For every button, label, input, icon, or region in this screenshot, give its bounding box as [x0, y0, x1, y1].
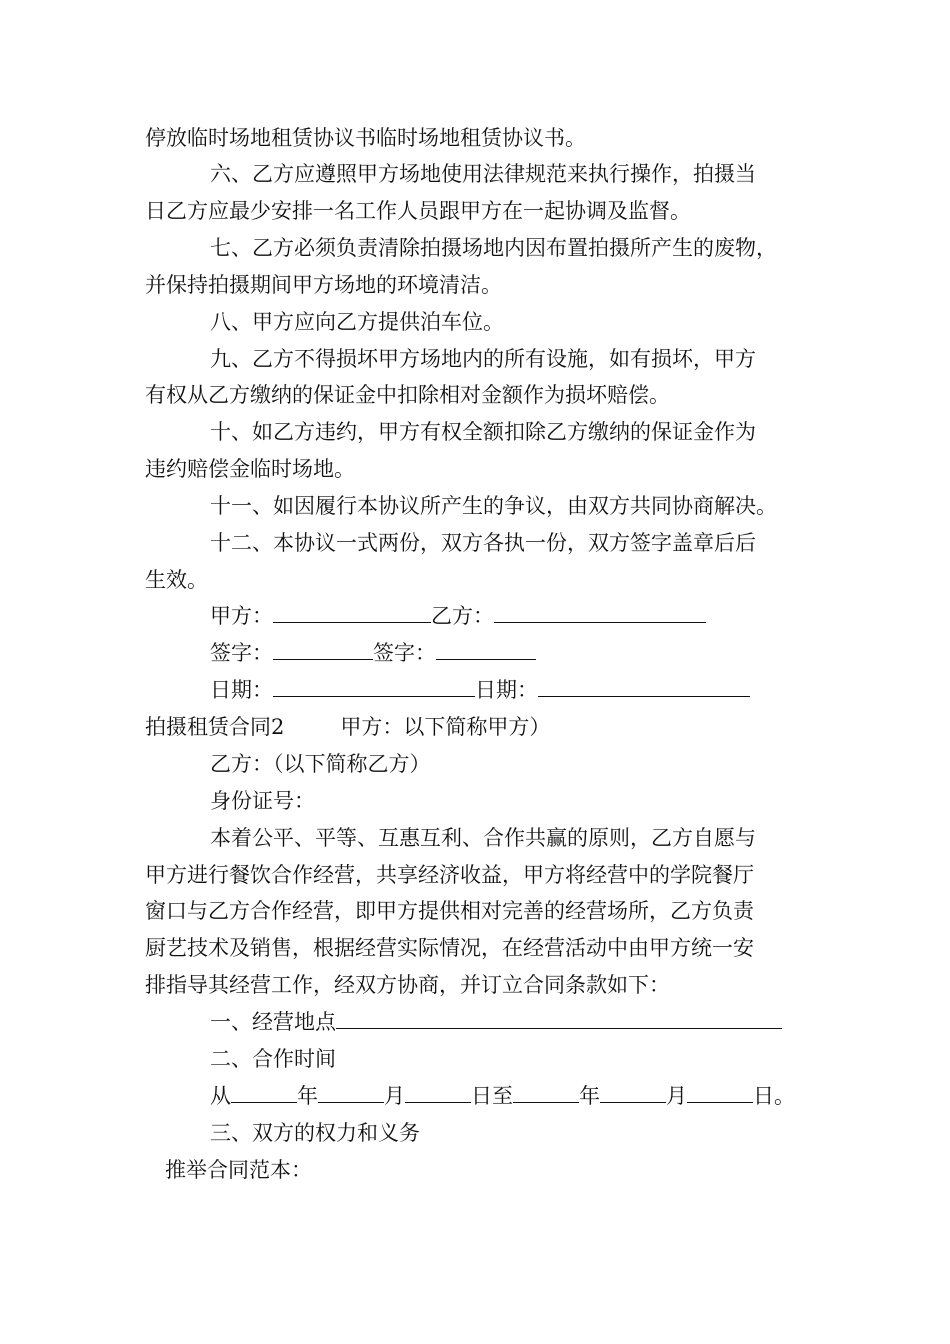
text-line: 十二、本协议一式两份，双方各执一份，双方签字盖章后后 [210, 531, 756, 555]
text-line: 本着公平、平等、互惠互利、合作共赢的原则，乙方自愿与 [210, 826, 756, 850]
text-line: 甲方进行餐饮合作经营，共享经济收益，甲方将经营中的学院餐厅 [145, 863, 754, 887]
start-year-blank [231, 1082, 297, 1103]
sign-a-blank [273, 639, 373, 660]
text-line: 六、乙方应遵照甲方场地使用法律规范来执行操作，拍摄当 [210, 162, 756, 186]
clause-location [210, 1008, 782, 1036]
signature-row-sign [210, 639, 536, 667]
signature-row-party [210, 602, 706, 630]
year-label: 年 [579, 1084, 600, 1108]
text-line: 八、甲方应向乙方提供泊车位。 [210, 310, 504, 334]
day-to-label: 日至 [471, 1084, 513, 1108]
text-line: 七、乙方必须负责清除拍摄场地内因布置拍摄所产生的废物， [210, 236, 777, 260]
day-end-label: 日。 [753, 1084, 795, 1108]
date-b-label: 日期： [475, 678, 538, 702]
month-label: 月 [384, 1084, 405, 1108]
text-line: 排指导其经营工作，经双方协商，并订立合同条款如下： [145, 973, 670, 997]
party-b-blank [494, 602, 706, 623]
text-line: 停放临时场地租赁协议书临时场地租赁协议书。 [145, 126, 586, 150]
clause-location-label: 一、经营地点 [210, 1010, 336, 1034]
date-a-blank [273, 676, 475, 697]
end-year-blank [513, 1082, 579, 1103]
party-a-label: 甲方： [210, 604, 273, 628]
contract2-party-a: 甲方：以下简称甲方） [340, 715, 551, 739]
clause-time-label: 二、合作时间 [210, 1047, 336, 1071]
party-a-blank [273, 602, 431, 623]
start-day-blank [405, 1082, 471, 1103]
text-line: 生效。 [145, 568, 208, 592]
month-label: 月 [666, 1084, 687, 1108]
signature-row-date [210, 676, 750, 704]
date-a-label: 日期： [210, 678, 273, 702]
sign-a-label: 签字： [210, 641, 273, 665]
date-b-blank [538, 676, 750, 697]
text-line: 窗口与乙方合作经营，即甲方提供相对完善的经营场所，乙方负责 [145, 899, 754, 923]
text-line: 九、乙方不得损坏甲方场地内的所有设施，如有损坏，甲方 [210, 347, 756, 371]
contract2-title: 拍摄租赁合同2 [145, 715, 285, 739]
text-line: 十、如乙方违约，甲方有权全额扣除乙方缴纳的保证金作为 [210, 420, 756, 444]
text-line: 违约赔偿金临时场地。 [145, 457, 355, 481]
contract2-party-b: 乙方：（以下简称乙方） [210, 752, 431, 776]
id-number-label: 身份证号： [210, 789, 315, 813]
text-line: 日乙方应最少安排一名工作人员跟甲方在一起协调及监督。 [145, 199, 691, 223]
contract2-header [145, 713, 550, 741]
start-month-blank [318, 1082, 384, 1103]
recommend-label: 推举合同范本： [165, 1158, 312, 1182]
text-line: 十一、如因履行本协议所产生的争议，由双方共同协商解决。 [210, 494, 777, 518]
end-day-blank [687, 1082, 753, 1103]
text-line: 有权从乙方缴纳的保证金中扣除相对金额作为损坏赔偿。 [145, 383, 670, 407]
from-label: 从 [210, 1084, 231, 1108]
period-line [210, 1082, 795, 1110]
sign-b-blank [436, 639, 536, 660]
end-month-blank [600, 1082, 666, 1103]
party-b-label: 乙方： [431, 604, 494, 628]
year-label: 年 [297, 1084, 318, 1108]
location-blank [336, 1008, 782, 1029]
clause-rights-label: 三、双方的权力和义务 [210, 1121, 420, 1145]
text-line: 厨艺技术及销售，根据经营实际情况，在经营活动中由甲方统一安 [145, 936, 754, 960]
sign-b-label: 签字： [373, 641, 436, 665]
text-line: 并保持拍摄期间甲方场地的环境清洁。 [145, 273, 502, 297]
